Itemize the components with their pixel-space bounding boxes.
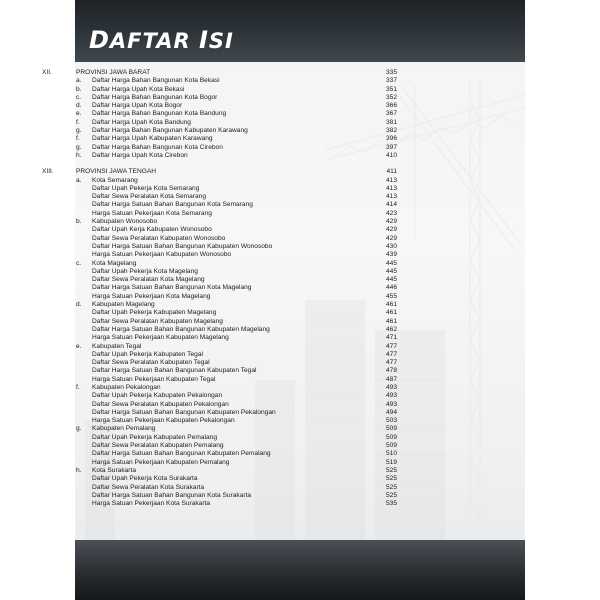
toc-entry — [42, 334, 397, 342]
entry-letter: h. — [76, 151, 82, 159]
toc-entry — [42, 475, 397, 483]
entry-page: 381 — [385, 118, 397, 126]
entry-title: Daftar Sewa Peralatan Kabupaten Wonosobo — [92, 234, 226, 242]
entry-page: 471 — [385, 334, 397, 342]
entry-title: Daftar Harga Satuan Bahan Bangunan Kabupaten Pemalang — [92, 450, 271, 458]
entry-title: Daftar Upah Kerja Kabupaten Wonosobo — [92, 226, 212, 234]
toc-entry — [42, 276, 397, 284]
entry-title: Daftar Harga Bahan Bangunan Kota Bogor — [92, 93, 218, 101]
entry-title: Harga Satuan Pekerjaan Kabupaten Pekalongan — [92, 417, 235, 425]
entry-page: 382 — [385, 127, 397, 135]
entry-page: 423 — [385, 209, 397, 217]
entry-title: Daftar Harga Satuan Bahan Bangunan Kabupaten Pekalongan — [92, 408, 276, 416]
entry-page: 351 — [385, 85, 397, 93]
entry-page: 430 — [385, 242, 397, 250]
entry-letter: b. — [76, 218, 82, 226]
entry-title: Daftar Harga Satuan Bahan Bangunan Kabupaten Tegal — [92, 367, 257, 375]
entry-title: Daftar Harga Bahan Bangunan Kabupaten Karawang — [92, 127, 248, 135]
entry-page: 429 — [385, 218, 397, 226]
entry-title: Daftar Sewa Peralatan Kota Semarang — [92, 193, 206, 201]
table-of-contents — [42, 69, 397, 508]
entry-letter: e. — [76, 342, 82, 350]
entry-title: Daftar Harga Bahan Bangunan Kota Cirebon — [92, 143, 223, 151]
entry-title: Harga Satuan Pekerjaan Kabupaten Pemalang — [92, 458, 230, 466]
entry-page: 525 — [385, 466, 397, 474]
section-title: PROVINSI JAWA BARAT — [76, 69, 151, 76]
entry-page: 461 — [385, 309, 397, 317]
entry-letter: a. — [76, 176, 82, 184]
toc-entry — [42, 309, 397, 317]
entry-page: 396 — [385, 135, 397, 143]
toc-entry — [42, 110, 397, 118]
toc-entry — [42, 450, 397, 458]
toc-entry — [42, 467, 397, 475]
toc-entry — [42, 201, 397, 209]
entry-letter: g. — [76, 127, 82, 135]
toc-entry — [42, 127, 397, 135]
entry-page: 413 — [385, 193, 397, 201]
entry-letter: c. — [76, 93, 82, 101]
entry-page: 410 — [385, 151, 397, 159]
entry-page: 494 — [385, 408, 397, 416]
toc-entry — [42, 177, 397, 185]
section-number: XIII. — [42, 168, 54, 176]
entry-title: Daftar Harga Satuan Bahan Bangunan Kabupaten Wonosobo — [92, 242, 273, 250]
entry-title: Daftar Upah Pekerja Kabupaten Pekalongan — [92, 392, 223, 400]
footer-band — [75, 540, 525, 600]
section-spacer — [42, 160, 397, 168]
entry-letter: b. — [76, 85, 82, 93]
entry-letter: h. — [76, 466, 82, 474]
entry-title: Kabupaten Magelang — [92, 301, 155, 309]
toc-entry — [42, 218, 397, 226]
toc-entry — [42, 492, 397, 500]
toc-entry — [42, 409, 397, 417]
toc-entry — [42, 243, 397, 251]
toc-entry — [42, 119, 397, 127]
entry-page: 439 — [385, 251, 397, 259]
toc-entry — [42, 185, 397, 193]
entry-page: 493 — [385, 400, 397, 408]
entry-letter: f. — [76, 135, 80, 143]
toc-entry — [42, 351, 397, 359]
toc-entry — [42, 459, 397, 467]
entry-page: 510 — [385, 450, 397, 458]
entry-letter: a. — [76, 77, 82, 85]
toc-entry — [42, 318, 397, 326]
toc-entry — [42, 434, 397, 442]
toc-entry — [42, 376, 397, 384]
entry-title: Daftar Harga Upah Kota Bekasi — [92, 85, 185, 93]
toc-entry — [42, 326, 397, 334]
toc-entry — [42, 425, 397, 433]
entry-title: Harga Satuan Pekerjaan Kota Surakarta — [92, 500, 211, 508]
entry-letter: g. — [76, 143, 82, 151]
entry-title: Daftar Harga Bahan Bangunan Kota Bekasi — [92, 77, 220, 85]
toc-entry — [42, 284, 397, 292]
toc-entry — [42, 293, 397, 301]
toc-section-heading — [42, 69, 397, 77]
entry-title: Harga Satuan Pekerjaan Kabupaten Wonosobo — [92, 251, 232, 259]
entry-title: Daftar Harga Satuan Bahan Bangunan Kabupaten Magelang — [92, 325, 270, 333]
toc-entry — [42, 135, 397, 143]
entry-page: 477 — [385, 350, 397, 358]
entry-title: Daftar Harga Satuan Bahan Bangunan Kota Surakarta — [92, 491, 252, 499]
entry-page: 478 — [385, 367, 397, 375]
entry-page: 503 — [385, 417, 397, 425]
toc-entry — [42, 77, 397, 85]
entry-page: 525 — [385, 475, 397, 483]
entry-title: Daftar Upah Pekerja Kabupaten Tegal — [92, 350, 203, 358]
toc-entry — [42, 301, 397, 309]
entry-page: 509 — [385, 425, 397, 433]
entry-title: Kota Surakarta — [92, 466, 136, 474]
toc-entry — [42, 152, 397, 160]
toc-entry — [42, 86, 397, 94]
toc-entry — [42, 94, 397, 102]
entry-page: 525 — [385, 483, 397, 491]
entry-title: Kabupaten Tegal — [92, 342, 142, 350]
entry-title: Daftar Harga Upah Kota Bogor — [92, 102, 183, 110]
entry-page: 509 — [385, 433, 397, 441]
section-page: 411 — [386, 168, 397, 176]
entry-page: 493 — [385, 392, 397, 400]
toc-entry — [42, 226, 397, 234]
toc-entry — [42, 500, 397, 508]
entry-page: 455 — [385, 292, 397, 300]
entry-page: 352 — [385, 93, 397, 101]
entry-title: Harga Satuan Pekerjaan Kabupaten Tegal — [92, 375, 216, 383]
entry-title: Kabupaten Wonosobo — [92, 218, 158, 226]
entry-page: 429 — [385, 234, 397, 242]
entry-page: 413 — [385, 184, 397, 192]
entry-page: 414 — [385, 201, 397, 209]
entry-title: Daftar Harga Satuan Bahan Bangunan Kota Semarang — [92, 201, 253, 209]
page-title: DAFTAR ISI — [89, 26, 234, 54]
entry-title: Daftar Upah Pekerja Kota Magelang — [92, 267, 198, 275]
section-page: 335 — [385, 69, 397, 76]
entry-letter: e. — [76, 110, 82, 118]
toc-entry — [42, 401, 397, 409]
toc-entry — [42, 343, 397, 351]
entry-page: 525 — [385, 491, 397, 499]
entry-title: Daftar Upah Pekerja Kabupaten Pemalang — [92, 433, 217, 441]
entry-title: Kabupaten Pemalang — [92, 425, 156, 433]
entry-letter: f. — [76, 118, 80, 126]
entry-page: 446 — [385, 284, 397, 292]
entry-page: 487 — [385, 375, 397, 383]
section-number: XII. — [42, 69, 52, 76]
entry-title: Daftar Upah Pekerja Kota Semarang — [92, 184, 200, 192]
entry-title: Harga Satuan Pekerjaan Kabupaten Magelang — [92, 334, 229, 342]
entry-title: Daftar Sewa Peralatan Kabupaten Pekalongan — [92, 400, 229, 408]
entry-letter: g. — [76, 425, 82, 433]
entry-title: Daftar Harga Upah Kota Cirebon — [92, 151, 188, 159]
entry-page: 367 — [385, 110, 397, 118]
toc-section-heading — [42, 168, 397, 176]
entry-title: Daftar Harga Bahan Bangunan Kota Bandung — [92, 110, 227, 118]
entry-page: 397 — [385, 143, 397, 151]
entry-page: 461 — [385, 301, 397, 309]
entry-title: Daftar Harga Satuan Bahan Bangunan Kota Magelang — [92, 284, 252, 292]
entry-letter: d. — [76, 102, 82, 110]
entry-title: Daftar Sewa Peralatan Kabupaten Tegal — [92, 359, 210, 367]
toc-entry — [42, 268, 397, 276]
toc-entry — [42, 102, 397, 110]
entry-title: Daftar Harga Upah Kabupaten Karawang — [92, 135, 213, 143]
entry-letter: d. — [76, 301, 82, 309]
entry-title: Daftar Sewa Peralatan Kota Surakarta — [92, 483, 205, 491]
entry-title: Kota Magelang — [92, 259, 137, 267]
entry-page: 366 — [385, 102, 397, 110]
toc-entry — [42, 210, 397, 218]
entry-page: 445 — [385, 259, 397, 267]
toc-entry — [42, 417, 397, 425]
toc-entry — [42, 359, 397, 367]
toc-entry — [42, 251, 397, 259]
entry-title: Harga Satuan Pekerjaan Kota Magelang — [92, 292, 211, 300]
entry-title: Daftar Harga Upah Kota Bandung — [92, 118, 191, 126]
entry-page: 462 — [385, 325, 397, 333]
entry-page: 445 — [385, 276, 397, 284]
toc-entry — [42, 484, 397, 492]
toc-entry — [42, 193, 397, 201]
entry-page: 519 — [385, 458, 397, 466]
toc-entry — [42, 144, 397, 152]
entry-letter: f. — [76, 383, 80, 391]
entry-page: 509 — [385, 442, 397, 450]
entry-page: 337 — [385, 77, 397, 85]
entry-page: 461 — [385, 317, 397, 325]
entry-page: 445 — [385, 267, 397, 275]
entry-title: Harga Satuan Pekerjaan Kota Semarang — [92, 209, 212, 217]
toc-entry — [42, 367, 397, 375]
section-title: PROVINSI JAWA TENGAH — [76, 168, 156, 176]
entry-page: 477 — [385, 359, 397, 367]
entry-title: Daftar Upah Pekerja Kota Surakarta — [92, 475, 198, 483]
entry-page: 413 — [385, 176, 397, 184]
entry-title: Kota Semarang — [92, 176, 138, 184]
entry-title: Daftar Sewa Peralatan Kabupaten Pemalang — [92, 442, 224, 450]
toc-entry — [42, 235, 397, 243]
entry-page: 535 — [385, 500, 397, 508]
entry-title: Kabupaten Pekalongan — [92, 383, 161, 391]
toc-entry — [42, 260, 397, 268]
toc-entry — [42, 384, 397, 392]
toc-entry — [42, 442, 397, 450]
entry-page: 477 — [385, 342, 397, 350]
entry-title: Daftar Sewa Peralatan Kota Magelang — [92, 276, 205, 284]
toc-entry — [42, 392, 397, 400]
entry-title: Daftar Sewa Peralatan Kabupaten Magelang — [92, 317, 223, 325]
entry-title: Daftar Upah Pekerja Kabupaten Magelang — [92, 309, 217, 317]
header-band — [75, 0, 525, 62]
entry-page: 429 — [385, 226, 397, 234]
entry-letter: c. — [76, 259, 82, 267]
entry-page: 493 — [385, 383, 397, 391]
